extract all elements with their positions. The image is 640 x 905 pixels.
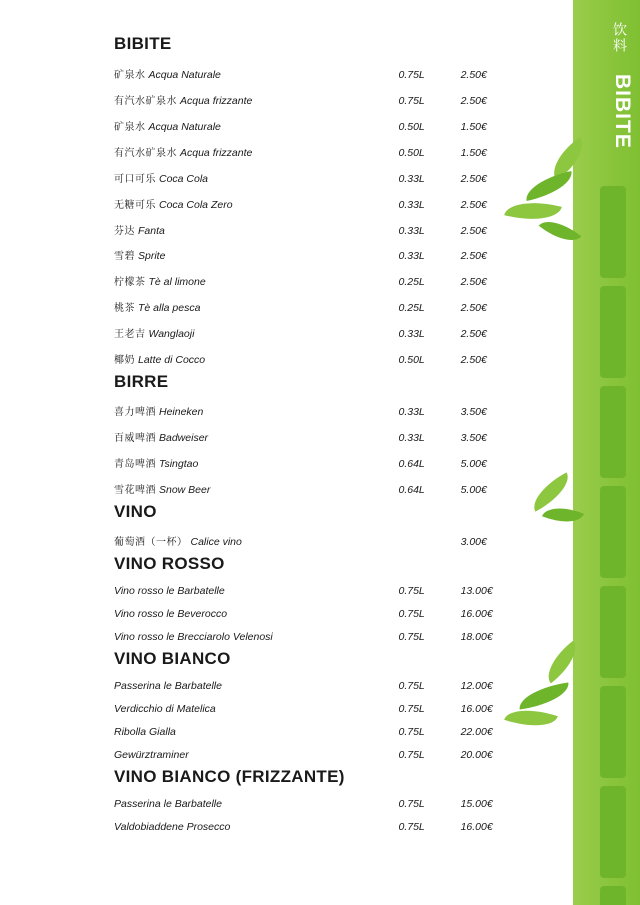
item-name-chinese: 可口可乐 bbox=[114, 173, 156, 185]
item-name-latin: Tè alla pesca bbox=[138, 302, 201, 315]
item-size: 0.75L bbox=[398, 94, 425, 107]
item-size: 0.64L bbox=[398, 484, 425, 497]
item-name bbox=[114, 528, 399, 554]
item-name bbox=[114, 580, 399, 603]
item-name-latin: Vino rosso le Brecciarolo Velenosi bbox=[114, 631, 273, 644]
item-size: 0.75L bbox=[398, 631, 425, 644]
item-name-chinese: 百威啤酒 bbox=[114, 433, 156, 445]
item-name-latin: Fanta bbox=[138, 224, 165, 237]
item-size: 0.25L bbox=[398, 302, 425, 315]
item-price: 13.00€ bbox=[460, 585, 493, 598]
table-row bbox=[114, 268, 533, 294]
item-price: 16.00€ bbox=[460, 608, 493, 621]
item-name bbox=[114, 675, 399, 698]
item-price: 2.50€ bbox=[460, 276, 487, 289]
item-size: 0.33L bbox=[398, 224, 425, 237]
item-size: 0.75L bbox=[398, 821, 425, 834]
table-row bbox=[114, 164, 533, 190]
table-row bbox=[114, 698, 533, 721]
items-table-vino-bianco bbox=[114, 675, 533, 767]
item-price: 15.00€ bbox=[460, 798, 493, 811]
item-name-latin: Passerina le Barbatelle bbox=[114, 798, 222, 811]
item-name bbox=[114, 138, 399, 164]
item-name-latin: Sprite bbox=[138, 250, 166, 263]
items-table-vino bbox=[114, 528, 533, 554]
band-title: BIBITE bbox=[611, 73, 634, 149]
item-price: 2.50€ bbox=[460, 250, 487, 263]
item-name-chinese: 王老吉 bbox=[114, 329, 146, 341]
item-name bbox=[114, 603, 399, 626]
item-price: 2.50€ bbox=[460, 94, 487, 107]
table-row bbox=[114, 190, 533, 216]
item-price: 2.50€ bbox=[460, 172, 487, 185]
table-row bbox=[114, 216, 533, 242]
item-name bbox=[114, 450, 399, 476]
item-name-chinese: 桃茶 bbox=[114, 303, 135, 315]
item-name bbox=[114, 476, 399, 502]
table-row bbox=[114, 626, 533, 649]
item-price: 12.00€ bbox=[460, 680, 493, 693]
table-row bbox=[114, 242, 533, 268]
item-name bbox=[114, 86, 399, 112]
item-name bbox=[114, 816, 399, 839]
section-heading-vino-bianco: VINO BIANCO bbox=[114, 648, 231, 668]
item-size: 0.75L bbox=[398, 608, 425, 621]
item-size: 0.64L bbox=[398, 458, 425, 471]
table-row bbox=[114, 528, 533, 554]
item-name bbox=[114, 721, 399, 744]
items-table-vino-bianco-frizzante bbox=[114, 793, 533, 839]
item-price: 1.50€ bbox=[460, 120, 487, 133]
item-name bbox=[114, 112, 399, 138]
item-name-chinese: 柠檬茶 bbox=[114, 277, 146, 289]
bamboo-segment bbox=[600, 886, 626, 905]
item-size: 0.75L bbox=[398, 726, 425, 739]
item-name-chinese: 椰奶 bbox=[114, 355, 135, 367]
item-name-latin: Wanglaoji bbox=[148, 328, 195, 341]
item-price: 2.50€ bbox=[460, 198, 487, 211]
item-name-latin: Heineken bbox=[159, 406, 204, 419]
item-price: 5.00€ bbox=[460, 458, 487, 471]
item-size: 0.75L bbox=[398, 703, 425, 716]
item-price: 20.00€ bbox=[460, 749, 493, 762]
item-name-latin: Vino rosso le Beverocco bbox=[114, 608, 228, 621]
items-table-birre bbox=[114, 398, 533, 502]
item-name-latin: Acqua frizzante bbox=[180, 94, 253, 107]
item-price: 5.00€ bbox=[460, 484, 487, 497]
table-row bbox=[114, 721, 533, 744]
table-row bbox=[114, 112, 533, 138]
item-name-latin: Acqua frizzante bbox=[180, 146, 253, 159]
section-heading-vino: VINO bbox=[114, 501, 157, 521]
item-name bbox=[114, 698, 399, 721]
item-name bbox=[114, 294, 399, 320]
table-row bbox=[114, 320, 533, 346]
item-size: 0.33L bbox=[398, 172, 425, 185]
table-row bbox=[114, 450, 533, 476]
item-name bbox=[114, 793, 399, 816]
items-table-vino-rosso bbox=[114, 580, 533, 649]
section-heading-bibite: BIBITE bbox=[114, 34, 172, 53]
item-name-chinese: 有汽水矿泉水 bbox=[114, 147, 177, 159]
item-name bbox=[114, 164, 399, 190]
item-name-chinese: 雪碧 bbox=[114, 251, 135, 263]
item-size: 0.33L bbox=[398, 432, 425, 445]
table-row bbox=[114, 580, 533, 603]
bamboo-segment bbox=[600, 686, 626, 778]
item-price: 2.50€ bbox=[460, 302, 487, 315]
item-name-latin: Valdobiaddene Prosecco bbox=[114, 821, 231, 834]
item-name bbox=[114, 346, 399, 372]
item-name-chinese: 雪花啤酒 bbox=[114, 485, 156, 497]
item-size: 0.33L bbox=[398, 328, 425, 341]
item-name bbox=[114, 398, 399, 424]
item-price: 16.00€ bbox=[460, 703, 493, 716]
item-size: 0.25L bbox=[398, 276, 425, 289]
item-name-chinese: 矿泉水 bbox=[114, 69, 146, 81]
item-name bbox=[114, 424, 399, 450]
item-name-latin: Passerina le Barbatelle bbox=[114, 680, 222, 693]
items-table-bibite bbox=[114, 60, 533, 372]
item-name bbox=[114, 216, 399, 242]
item-name bbox=[114, 242, 399, 268]
item-name-latin: Snow Beer bbox=[159, 484, 211, 497]
item-size: 0.50L bbox=[398, 120, 425, 133]
section-heading-vino-bianco-frizzante: VINO BIANCO (FRIZZANTE) bbox=[114, 766, 345, 786]
item-price: 16.00€ bbox=[460, 821, 493, 834]
table-row bbox=[114, 675, 533, 698]
item-name bbox=[114, 320, 399, 346]
item-name-latin: Tsingtao bbox=[159, 458, 199, 471]
table-row bbox=[114, 60, 533, 86]
bamboo-segment bbox=[600, 386, 626, 478]
item-size: 0.75L bbox=[398, 749, 425, 762]
item-size: 0.75L bbox=[398, 680, 425, 693]
item-price: 2.50€ bbox=[460, 224, 487, 237]
section-heading-vino-rosso: VINO ROSSO bbox=[114, 553, 225, 573]
item-name-latin: Coca Cola Zero bbox=[159, 198, 233, 211]
item-price: 2.50€ bbox=[460, 354, 487, 367]
item-size: 0.50L bbox=[398, 354, 425, 367]
item-name bbox=[114, 744, 399, 767]
item-price: 18.00€ bbox=[460, 631, 493, 644]
bamboo-band bbox=[573, 0, 640, 905]
item-name-latin: Latte di Cocco bbox=[138, 354, 206, 367]
bamboo-segment bbox=[600, 586, 626, 678]
table-row bbox=[114, 424, 533, 450]
item-name-latin: Coca Cola bbox=[159, 172, 209, 185]
bamboo-segment bbox=[600, 486, 626, 578]
item-price: 2.50€ bbox=[460, 68, 487, 81]
item-name-chinese: 葡萄酒（一杯） bbox=[114, 537, 188, 549]
item-size: 0.33L bbox=[398, 198, 425, 211]
item-size: 0.75L bbox=[398, 68, 425, 81]
item-price: 3.50€ bbox=[460, 406, 487, 419]
item-name bbox=[114, 626, 399, 649]
item-name-latin: Badweiser bbox=[159, 432, 209, 445]
table-row bbox=[114, 476, 533, 502]
bamboo-segment bbox=[600, 286, 626, 378]
table-row bbox=[114, 294, 533, 320]
item-price: 22.00€ bbox=[460, 726, 493, 739]
table-row bbox=[114, 86, 533, 112]
item-name-latin: Verdicchio di Matelica bbox=[114, 703, 216, 716]
item-name bbox=[114, 190, 399, 216]
table-row bbox=[114, 398, 533, 424]
item-name-latin: Acqua Naturale bbox=[148, 68, 221, 81]
bamboo-segment bbox=[600, 186, 626, 278]
item-size bbox=[399, 528, 461, 554]
item-name bbox=[114, 60, 399, 86]
section-heading-birre: BIRRE bbox=[114, 371, 169, 391]
item-name-chinese: 矿泉水 bbox=[114, 121, 146, 133]
item-price: 3.00€ bbox=[460, 536, 487, 549]
item-size: 0.75L bbox=[398, 585, 425, 598]
bamboo-segment bbox=[600, 786, 626, 878]
table-row bbox=[114, 816, 533, 839]
item-size: 0.33L bbox=[398, 250, 425, 263]
item-size: 0.50L bbox=[398, 146, 425, 159]
table-row bbox=[114, 603, 533, 626]
table-row bbox=[114, 793, 533, 816]
item-price: 1.50€ bbox=[460, 146, 487, 159]
item-name-latin: Vino rosso le Barbatelle bbox=[114, 585, 225, 598]
item-name-latin: Gewürztraminer bbox=[114, 749, 189, 762]
item-price: 2.50€ bbox=[460, 328, 487, 341]
item-name-chinese: 喜力啤酒 bbox=[114, 407, 156, 419]
item-name-chinese: 青岛啤酒 bbox=[114, 459, 156, 471]
item-price: 3.50€ bbox=[460, 432, 487, 445]
item-name-latin: Tè al limone bbox=[148, 276, 206, 289]
item-name-latin: Acqua Naturale bbox=[148, 120, 221, 133]
table-row bbox=[114, 138, 533, 164]
item-name-chinese: 无糖可乐 bbox=[114, 199, 156, 211]
band-title-chinese: 饮料 bbox=[612, 22, 628, 54]
item-name-chinese: 芬达 bbox=[114, 225, 135, 237]
item-name-chinese: 有汽水矿泉水 bbox=[114, 95, 177, 107]
table-row bbox=[114, 744, 533, 767]
item-size: 0.75L bbox=[398, 798, 425, 811]
item-name bbox=[114, 268, 399, 294]
table-row bbox=[114, 346, 533, 372]
item-size: 0.33L bbox=[398, 406, 425, 419]
item-name-latin: Calice vino bbox=[190, 536, 242, 549]
item-name-latin: Ribolla Gialla bbox=[114, 726, 176, 739]
